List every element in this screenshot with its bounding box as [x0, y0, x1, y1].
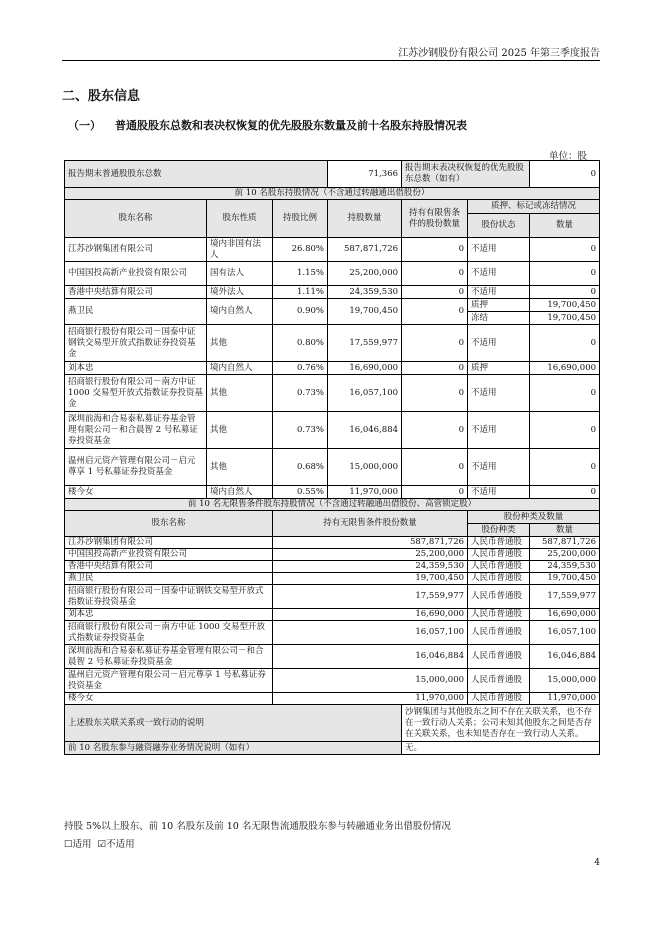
status-amount: 0	[530, 325, 600, 362]
shareholder-table	[64, 160, 600, 755]
col-share-class-group: 股份种类及数量	[468, 511, 600, 524]
top10-caption-row	[65, 188, 600, 200]
col-status: 股份状态	[468, 214, 530, 238]
shareholder-name: 招商银行股份有限公司－南方中证 1000 交易型开放式指数证券投资基金	[65, 375, 207, 412]
total-holders-value: 71,366	[328, 161, 402, 188]
preferred-holders-label: 报告期末表决权恢复的优先股股东总数（如有）	[402, 161, 530, 188]
unrestricted-quantity: 16,690,000	[273, 609, 468, 621]
shareholder-nature: 境内自然人	[207, 486, 273, 499]
shareholder-name: 刘本忠	[65, 609, 273, 621]
status-amount: 0	[530, 375, 600, 412]
holding-ratio: 26.80%	[273, 238, 328, 262]
shareholder-name: 中国国投高新产业投资有限公司	[65, 549, 273, 561]
share-kind: 人民币普通股	[468, 573, 530, 585]
share-status: 不适用	[468, 486, 530, 499]
shareholder-name: 招商银行股份有限公司－国泰中证钢铁交易型开放式指数证券投资基金	[65, 325, 207, 362]
table-row	[65, 693, 600, 705]
holding-quantity: 17,559,977	[328, 325, 402, 362]
restricted-shares: 0	[402, 362, 468, 375]
table-row	[65, 537, 600, 549]
col-unrestricted-qty: 持有无限售条件股份数量	[273, 511, 468, 537]
col-share-kind: 股份种类	[468, 524, 530, 537]
shareholder-name: 楼今女	[65, 693, 273, 705]
table-row	[65, 645, 600, 669]
unrestricted-quantity: 11,970,000	[273, 693, 468, 705]
holding-quantity: 25,200,000	[328, 262, 402, 286]
relation-label: 上述股东关联关系或一致行动的说明	[65, 705, 402, 742]
holding-ratio: 1.15%	[273, 262, 328, 286]
preferred-holders-value: 0	[530, 161, 600, 188]
share-amount: 11,970,000	[530, 693, 600, 705]
col-share-amount: 数量	[530, 524, 600, 537]
unit-label: 单位：股	[548, 151, 587, 162]
share-status: 不适用	[468, 286, 530, 299]
shareholder-nature: 其他	[207, 449, 273, 486]
total-holders-label: 报告期末普通股股东总数	[65, 161, 328, 188]
table-row	[65, 561, 600, 573]
relation-text: 沙钢集团与其他股东之间不存在关联关系，也不存在一致行动人关系；公司未知其他股东之间是否存在关联关系，也未知是否存在一致行动人关系。	[402, 705, 600, 742]
holding-ratio: 0.73%	[273, 375, 328, 412]
table-row	[65, 325, 600, 362]
share-status: 质押	[468, 299, 530, 312]
table-row	[65, 449, 600, 486]
share-status: 不适用	[468, 375, 530, 412]
shareholder-nature: 国有法人	[207, 262, 273, 286]
restricted-shares: 0	[402, 286, 468, 299]
unrestricted-quantity: 587,871,726	[273, 537, 468, 549]
restricted-shares: 0	[402, 299, 468, 325]
share-amount: 587,871,726	[530, 537, 600, 549]
share-status: 不适用	[468, 449, 530, 486]
shareholder-nature: 其他	[207, 412, 273, 449]
col-name: 股东名称	[65, 200, 207, 238]
shareholder-name: 香港中央结算有限公司	[65, 561, 273, 573]
shareholder-name: 刘本忠	[65, 362, 207, 375]
restricted-shares: 0	[402, 486, 468, 499]
shareholder-name: 招商银行股份有限公司－国泰中证钢铁交易型开放式指数证券投资基金	[65, 585, 273, 609]
share-amount: 16,046,884	[530, 645, 600, 669]
status-amount: 19,700,450	[530, 299, 600, 312]
unrestricted-quantity: 17,559,977	[273, 585, 468, 609]
shareholder-name: 燕卫民	[65, 299, 207, 325]
table-row	[65, 609, 600, 621]
status-amount: 0	[530, 486, 600, 499]
holding-quantity: 15,000,000	[328, 449, 402, 486]
shareholder-name: 温州启元资产管理有限公司－启元尊享 1 号私募证券投资基金	[65, 449, 207, 486]
subsection-index: （一）	[68, 119, 101, 132]
table-row	[65, 286, 600, 299]
restricted-shares: 0	[402, 375, 468, 412]
share-kind: 人民币普通股	[468, 621, 530, 645]
unrestricted-quantity: 19,700,450	[273, 573, 468, 585]
holding-quantity: 24,359,530	[328, 286, 402, 299]
shareholder-nature: 其他	[207, 325, 273, 362]
share-kind: 人民币普通股	[468, 561, 530, 573]
holding-quantity: 16,046,884	[328, 412, 402, 449]
share-kind: 人民币普通股	[468, 549, 530, 561]
holding-quantity: 16,057,100	[328, 375, 402, 412]
unrestricted-caption: 前 10 名无限售条件股东持股情况（不含通过转融通出借股份、高管锁定股）	[65, 499, 600, 511]
shareholder-name: 深圳前海和合易泰私募证券基金管理有限公司－和合晨智 2 号私募证券投资基金	[65, 412, 207, 449]
restricted-shares: 0	[402, 449, 468, 486]
shareholder-name: 中国国投高新产业投资有限公司	[65, 262, 207, 286]
status-amount: 0	[530, 412, 600, 449]
share-kind: 人民币普通股	[468, 693, 530, 705]
unrestricted-quantity: 25,200,000	[273, 549, 468, 561]
share-status: 不适用	[468, 412, 530, 449]
share-kind: 人民币普通股	[468, 669, 530, 693]
unrestricted-quantity: 15,000,000	[273, 669, 468, 693]
table-row	[65, 621, 600, 645]
shareholder-nature: 境内自然人	[207, 362, 273, 375]
share-kind: 人民币普通股	[468, 645, 530, 669]
table-row	[65, 362, 600, 375]
col-name: 股东名称	[65, 511, 273, 537]
col-pledge-group: 质押、标记或冻结情况	[468, 200, 600, 214]
col-amount: 数量	[530, 214, 600, 238]
subsection-title	[68, 117, 467, 133]
unrestricted-quantity: 16,046,884	[273, 645, 468, 669]
shareholder-name: 燕卫民	[65, 573, 273, 585]
holding-ratio: 0.68%	[273, 449, 328, 486]
lending-note: 持股 5%以上股东、前 10 名股东及前 10 名无限售流通股股东参与转融通业务出借股份情况	[64, 821, 451, 832]
share-amount: 16,690,000	[530, 609, 600, 621]
col-ratio: 持股比例	[273, 200, 328, 238]
top10-header-row	[65, 200, 600, 214]
shareholder-name: 深圳前海和合易泰私募证券基金管理有限公司－和合晨智 2 号私募证券投资基金	[65, 645, 273, 669]
share-amount: 25,200,000	[530, 549, 600, 561]
status-amount: 16,690,000	[530, 362, 600, 375]
share-status: 不适用	[468, 325, 530, 362]
header-divider	[62, 60, 600, 61]
table-row	[65, 262, 600, 286]
unrestricted-caption-row	[65, 499, 600, 511]
holding-ratio: 0.90%	[273, 299, 328, 325]
table-row	[65, 412, 600, 449]
section-title: 二、股东信息	[62, 89, 141, 104]
page-header: 江苏沙钢股份有限公司 2025 年第三季度报告	[398, 48, 600, 59]
margin-text: 无。	[402, 742, 600, 755]
table-row	[65, 549, 600, 561]
table-row	[65, 299, 600, 312]
share-amount: 17,559,977	[530, 585, 600, 609]
restricted-shares: 0	[402, 325, 468, 362]
holding-quantity: 16,690,000	[328, 362, 402, 375]
status-amount: 0	[530, 238, 600, 262]
shareholder-nature: 境内非国有法人	[207, 238, 273, 262]
relation-row	[65, 705, 600, 742]
col-restricted: 持有有限售条件的股份数量	[402, 200, 468, 238]
unrestricted-quantity: 24,359,530	[273, 561, 468, 573]
summary-row	[65, 161, 600, 188]
shareholder-name: 招商银行股份有限公司－南方中证 1000 交易型开放式指数证券投资基金	[65, 621, 273, 645]
subsection-text: 普通股股东总数和表决权恢复的优先股股东数量及前十名股东持股情况表	[115, 119, 467, 132]
share-amount: 16,057,100	[530, 621, 600, 645]
status-amount: 0	[530, 286, 600, 299]
unrestricted-header-row	[65, 511, 600, 524]
unrestricted-quantity: 16,057,100	[273, 621, 468, 645]
holding-ratio: 0.55%	[273, 486, 328, 499]
shareholder-name: 温州启元资产管理有限公司－启元尊享 1 号私募证券投资基金	[65, 669, 273, 693]
applicable-checkbox[interactable]: ☐适用	[64, 839, 92, 850]
holding-ratio: 0.76%	[273, 362, 328, 375]
shareholder-nature: 境内自然人	[207, 299, 273, 325]
restricted-shares: 0	[402, 238, 468, 262]
share-status: 冻结	[468, 312, 530, 325]
restricted-shares: 0	[402, 412, 468, 449]
applicability-options	[64, 836, 135, 850]
holding-quantity: 19,700,450	[328, 299, 402, 325]
share-status: 不适用	[468, 238, 530, 262]
restricted-shares: 0	[402, 262, 468, 286]
shareholder-name: 江苏沙钢集团有限公司	[65, 537, 273, 549]
status-amount: 0	[530, 449, 600, 486]
status-amount: 19,700,450	[530, 312, 600, 325]
share-status: 不适用	[468, 262, 530, 286]
shareholder-nature: 境外法人	[207, 286, 273, 299]
table-row	[65, 669, 600, 693]
margin-label: 前 10 名股东参与融资融券业务情况说明（如有）	[65, 742, 402, 755]
status-amount: 0	[530, 262, 600, 286]
table-row	[65, 585, 600, 609]
holding-quantity: 11,970,000	[328, 486, 402, 499]
holding-quantity: 587,871,726	[328, 238, 402, 262]
share-status: 质押	[468, 362, 530, 375]
table-row	[65, 238, 600, 262]
share-amount: 15,000,000	[530, 669, 600, 693]
col-nature: 股东性质	[207, 200, 273, 238]
share-kind: 人民币普通股	[468, 537, 530, 549]
shareholder-name: 香港中央结算有限公司	[65, 286, 207, 299]
shareholder-name: 江苏沙钢集团有限公司	[65, 238, 207, 262]
share-amount: 19,700,450	[530, 573, 600, 585]
shareholder-name: 楼今女	[65, 486, 207, 499]
holding-ratio: 1.11%	[273, 286, 328, 299]
holding-ratio: 0.80%	[273, 325, 328, 362]
page-number: 4	[594, 858, 600, 868]
table-row	[65, 375, 600, 412]
margin-row	[65, 742, 600, 755]
col-quantity: 持股数量	[328, 200, 402, 238]
share-kind: 人民币普通股	[468, 609, 530, 621]
not-applicable-checkbox[interactable]: ☑不适用	[97, 839, 135, 850]
table-row	[65, 573, 600, 585]
share-amount: 24,359,530	[530, 561, 600, 573]
shareholder-nature: 其他	[207, 375, 273, 412]
top10-caption: 前 10 名股东持股情况（不含通过转融通出借股份）	[65, 188, 600, 200]
share-kind: 人民币普通股	[468, 585, 530, 609]
table-row	[65, 486, 600, 499]
holding-ratio: 0.73%	[273, 412, 328, 449]
